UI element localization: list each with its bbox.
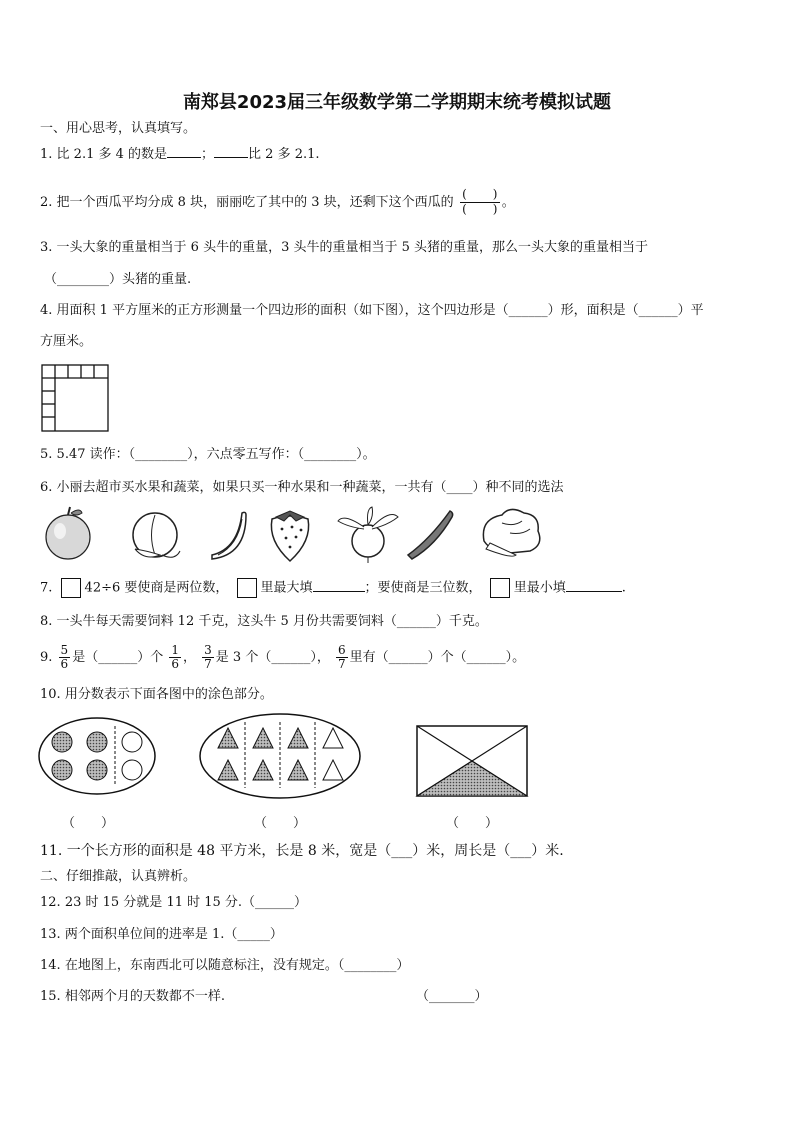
cucumber-icon xyxy=(408,511,453,559)
question-4-line-1: 4. 用面积 1 平方厘米的正方形测量一个四边形的面积（如下图），这个四边形是（______）形，面积是（______）平 xyxy=(40,303,704,318)
answer-blank[interactable] xyxy=(214,157,248,158)
cabbage-icon xyxy=(483,509,539,556)
fraction: $\frac{3}{7}$ xyxy=(204,643,212,671)
circles-figure xyxy=(39,718,155,794)
answer-blank-figure-2[interactable]: （ ） xyxy=(254,816,307,831)
answer-blank-figure-3[interactable]: （ ） xyxy=(446,816,499,831)
digit-box[interactable] xyxy=(490,578,510,598)
strawberry-icon xyxy=(271,511,308,561)
question-13: 13. 两个面积单位间的进率是 1.（_____） xyxy=(40,927,283,942)
question-11: 11. 一个长方形的面积是 48 平方米，长是 8 米，宽是（___）米，周长是（___）米. xyxy=(40,843,564,859)
peach-icon xyxy=(133,513,180,557)
fraction-answer[interactable]: $\frac{( )}{( )}$ xyxy=(460,188,500,217)
rectangle-figure xyxy=(417,726,527,796)
question-2: 2. 把一个西瓜平均分成 8 块，丽丽吃了其中的 3 块，还剩下这个西瓜的 $\frac{( )}{( )}$ 。 xyxy=(40,187,515,216)
question-7: 7. 42÷6 要使商是两位数， 里最大填 ；要使商是三位数， 里最小填 . xyxy=(40,578,626,599)
answer-blank-q15[interactable]: （_______） xyxy=(416,989,488,1004)
question-15: 15. 相邻两个月的天数都不一样. xyxy=(40,989,225,1004)
question-12: 12. 23 时 15 分就是 11 时 15 分.（______） xyxy=(40,895,308,910)
fraction-figures xyxy=(35,712,565,802)
section-2-heading: 二、仔细推敲，认真辨析。 xyxy=(40,869,197,884)
question-5: 5. 5.47 读作：（________），六点零五写作：（________）。 xyxy=(40,447,376,462)
section-1-heading: 一、用心思考，认真填写。 xyxy=(40,121,197,136)
triangles-figure xyxy=(200,714,360,798)
digit-box[interactable] xyxy=(61,578,81,598)
radish-icon xyxy=(338,507,398,563)
digit-box[interactable] xyxy=(237,578,257,598)
question-8: 8. 一头牛每天需要饲料 12 千克，这头牛 5 月份共需要饲料（______）千克。 xyxy=(40,614,488,629)
question-14: 14. 在地图上，东南西北可以随意标注，没有规定。（________） xyxy=(40,958,410,973)
answer-blank[interactable] xyxy=(313,591,365,592)
question-1: 1. 比 2.1 多 4 的数是 ； 比 2 多 2.1. xyxy=(40,147,320,162)
page-title: 南郑县2023届三年级数学第二学期期末统考模拟试题 xyxy=(182,92,612,113)
question-4-line-2: 方厘米。 xyxy=(40,334,93,349)
fraction: $\frac{1}{6}$ xyxy=(171,643,179,671)
fruit-vegetable-pictures xyxy=(40,505,560,565)
apple-icon xyxy=(46,507,90,559)
answer-blank-figure-1[interactable]: （ ） xyxy=(62,816,115,831)
fraction: $\frac{6}{7}$ xyxy=(337,643,346,671)
quadrilateral-grid-figure xyxy=(41,364,111,434)
question-6: 6. 小丽去超市买水果和蔬菜，如果只买一种水果和一种蔬菜，一共有（____）种不同的选法 xyxy=(40,480,564,495)
question-9: 9. $\frac{5}{6}$ 是（______）个 $\frac{1}{6}$ ， $\frac{3}{7}$ 是 3 个（______）， $\frac{6}{7}$ 里有（______）个（______）。 xyxy=(40,643,526,671)
question-10: 10. 用分数表示下面各图中的涂色部分。 xyxy=(40,687,273,702)
answer-blank[interactable] xyxy=(167,157,201,158)
question-3-line-1: 3. 一头大象的重量相当于 6 头牛的重量，3 头牛的重量相当于 5 头猪的重量，那么一头大象的重量相当于 xyxy=(40,240,649,255)
fraction: $\frac{5}{6}$ xyxy=(60,643,69,671)
question-3-line-2: （________）头猪的重量. xyxy=(44,272,192,287)
answer-blank[interactable] xyxy=(566,591,622,592)
banana-icon xyxy=(212,512,246,559)
